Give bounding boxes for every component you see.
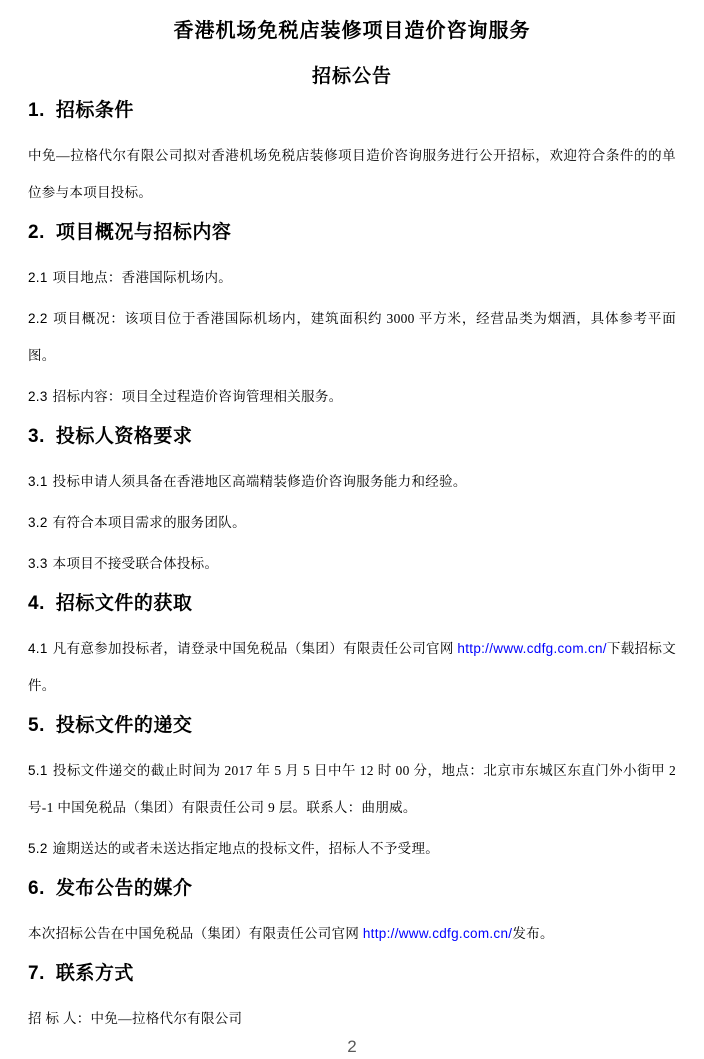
paragraph-3-3 [28,545,676,582]
document-subtitle: 招标公告 [311,66,392,87]
section-5-heading [28,714,676,738]
section-6-title: 发布公告的媒介 [55,878,193,899]
section-6-number: 6. [28,878,45,899]
paragraph-3-1-number: 3.1 [28,474,48,489]
paragraph-4-1-pre-text: 凡有意参加投标者，请登录中国免税品（集团）有限责任公司官网 [52,641,458,656]
section-2-heading [28,221,676,245]
section-6-heading [28,877,676,901]
section-5-number: 5. [28,715,45,736]
paragraph-4-1-number: 4.1 [28,641,48,656]
section-tender-conditions [28,89,676,211]
paragraph-2-1-number: 2.1 [28,270,48,285]
paragraph-2-1-text: 项目地点：香港国际机场内。 [52,270,233,285]
section-1-number: 1. [28,100,45,121]
paragraph-2-2-number: 2.2 [28,311,48,326]
section-7-title: 联系方式 [55,963,134,984]
paragraph-3-2 [28,504,676,541]
paragraph-4-1 [28,630,676,704]
paragraph-1-1-text: 中免—拉格代尔有限公司拟对香港机场免税店装修项目造价咨询服务进行公开招标，欢迎符合条件的的单位参与本项目投标。 [28,148,676,200]
section-7-number: 7. [28,963,45,984]
section-2-number: 2. [28,222,45,243]
paragraph-7-1-text: 招 标 人：中免—拉格代尔有限公司 [28,1011,243,1026]
paragraph-6-1 [28,915,676,952]
section-4-heading [28,592,676,616]
section-bid-submission [28,704,676,867]
section-bidder-qualifications [28,415,676,582]
paragraph-2-2 [28,300,676,374]
paragraph-2-1 [28,259,676,296]
section-obtaining-documents [28,582,676,704]
paragraph-5-2-text: 逾期送达的或者未送达指定地点的投标文件，招标人不予受理。 [52,841,440,856]
paragraph-6-1-post-text: 发布。 [512,926,554,941]
cdfg-website-link[interactable]: http://www.cdfg.com.cn/ [362,926,513,941]
paragraph-2-2-text: 项目概况：该项目位于香港国际机场内，建筑面积约 3000 平方米，经营品类为烟酒，具体参考平面图。 [28,311,676,363]
page-number: 2 [347,1037,357,1056]
section-2-title: 项目概况与招标内容 [55,222,232,243]
paragraph-3-1-text: 投标申请人须具备在香港地区高端精装修造价咨询服务能力和经验。 [52,474,467,489]
section-1-heading [28,99,676,123]
section-3-number: 3. [28,426,45,447]
section-5-title: 投标文件的递交 [55,715,193,736]
paragraph-5-1-number: 5.1 [28,763,48,778]
section-1-title: 招标条件 [55,100,134,121]
paragraph-5-1 [28,752,676,826]
section-3-heading [28,425,676,449]
section-4-title: 招标文件的获取 [55,593,193,614]
section-7-heading [28,962,676,986]
document-title: 香港机场免税店装修项目造价咨询服务 [173,20,531,42]
section-4-number: 4. [28,593,45,614]
section-3-title: 投标人资格要求 [55,426,193,447]
section-contact-information [28,952,676,1037]
paragraph-1-1 [28,137,676,211]
paragraph-7-1 [28,1000,676,1037]
paragraph-2-3 [28,378,676,415]
paragraph-3-2-number: 3.2 [28,515,48,530]
cdfg-website-link[interactable]: http://www.cdfg.com.cn/ [457,641,607,656]
section-project-overview [28,211,676,415]
paragraph-5-2-number: 5.2 [28,841,48,856]
paragraph-5-1-text: 投标文件递交的截止时间为 2017 年 5 月 5 日中午 12 时 00 分，地点：北京市东城区东直门外小街甲 2 号-1 中国免税品（集团）有限责任公司 9 层。联系人：曲朋威。 [28,763,676,815]
paragraph-3-1 [28,463,676,500]
paragraph-3-3-text: 本项目不接受联合体投标。 [52,556,219,571]
paragraph-4-1-post-text: 下载招标文件。 [28,641,677,693]
paragraph-2-3-text: 招标内容：项目全过程造价咨询管理相关服务。 [52,389,343,404]
paragraph-2-3-number: 2.3 [28,389,48,404]
section-announcement-media [28,867,676,952]
paragraph-5-2 [28,830,676,867]
paragraph-3-3-number: 3.3 [28,556,48,571]
paragraph-6-1-pre-text: 本次招标公告在中国免税品（集团）有限责任公司官网 [28,926,363,941]
paragraph-3-2-text: 有符合本项目需求的服务团队。 [52,515,246,530]
